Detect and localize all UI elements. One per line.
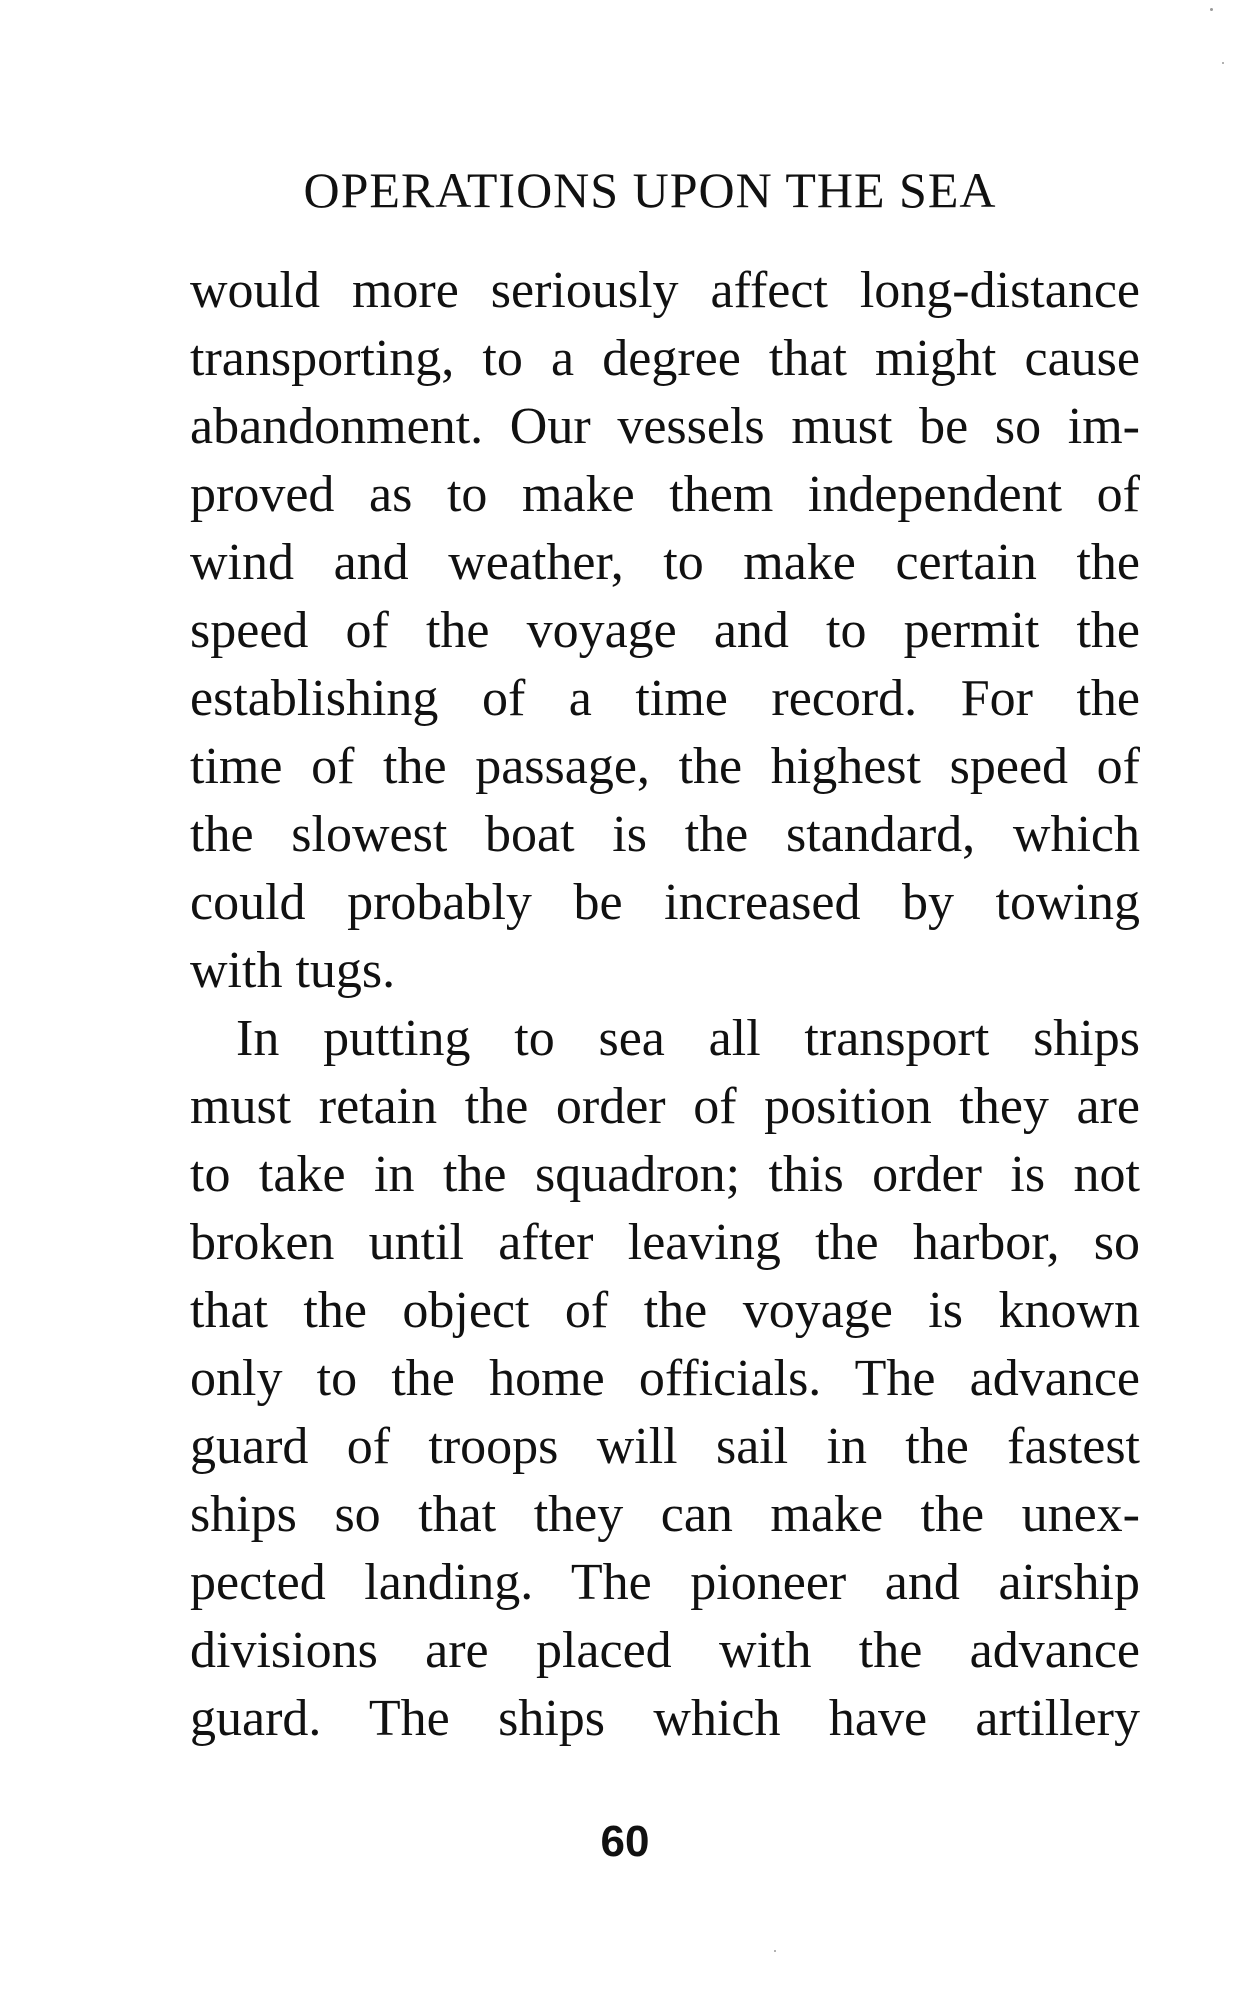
- text-line: speed of the voyage and to permit the: [190, 602, 1140, 659]
- text-line: abandonment. Our vessels must be so im-: [190, 398, 1140, 455]
- text-line: wind and weather, to make certain the: [190, 534, 1140, 591]
- scan-speck: [1210, 8, 1213, 11]
- text-line: pected landing. The pioneer and airship: [190, 1554, 1140, 1611]
- text-line: with tugs.: [190, 942, 396, 999]
- text-line: guard. The ships which have artillery: [190, 1690, 1140, 1747]
- text-line: In putting to sea all transport ships: [236, 1010, 1140, 1067]
- text-line: transporting, to a degree that might cause: [190, 330, 1140, 387]
- scan-speck: [774, 1950, 776, 1952]
- text-line: guard of troops will sail in the fastest: [190, 1418, 1140, 1475]
- text-line: to take in the squadron; this order is not: [190, 1146, 1140, 1203]
- page-number: 60: [600, 1817, 650, 1866]
- text-line: could probably be increased by towing: [190, 874, 1140, 931]
- text-line: the slowest boat is the standard, which: [190, 806, 1140, 863]
- text-line: proved as to make them independent of: [190, 466, 1140, 523]
- text-line: broken until after leaving the harbor, so: [190, 1214, 1140, 1271]
- text-line: would more seriously affect long-distance: [190, 262, 1140, 319]
- scan-speck: [1222, 62, 1224, 64]
- text-line: only to the home officials. The advance: [190, 1350, 1140, 1407]
- text-line: ships so that they can make the unex-: [190, 1486, 1140, 1543]
- text-line: must retain the order of position they are: [190, 1078, 1140, 1135]
- text-line: that the object of the voyage is known: [190, 1282, 1140, 1339]
- text-line: time of the passage, the highest speed of: [190, 738, 1140, 795]
- text-line: divisions are placed with the advance: [190, 1622, 1140, 1679]
- text-line: establishing of a time record. For the: [190, 670, 1140, 727]
- running-head: OPERATIONS UPON THE SEA: [303, 162, 997, 218]
